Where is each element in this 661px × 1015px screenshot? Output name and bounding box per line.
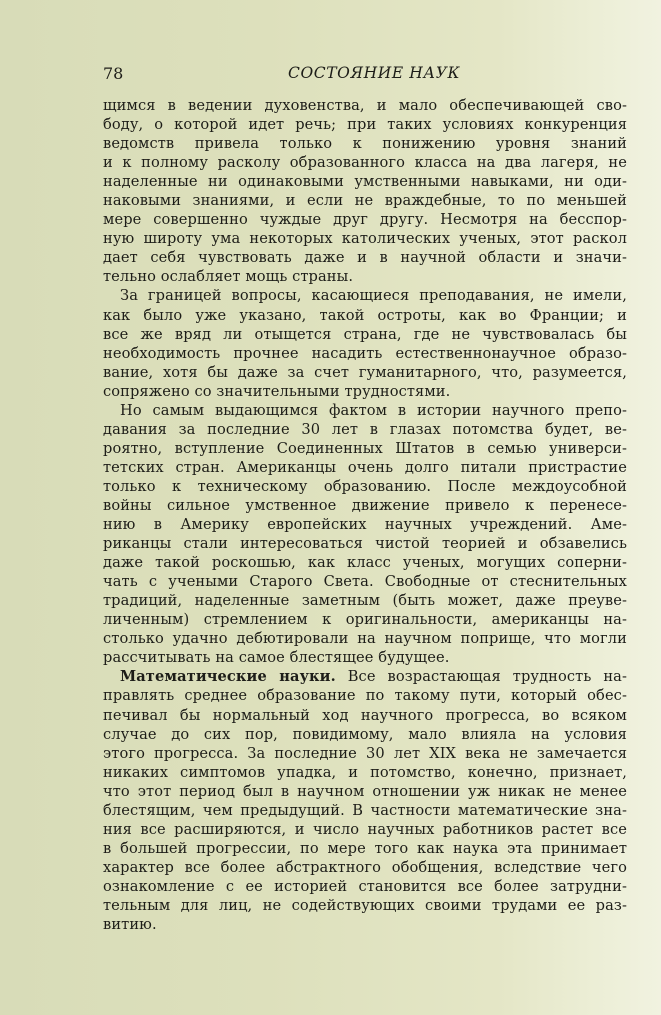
page-number: 78 [103, 64, 124, 83]
paragraph-3 [103, 401, 627, 668]
text-line: этого прогресса. За последние 30 лет XIX века не замечается [103, 744, 627, 762]
text-line: мере совершенно чуждые друг другу. Несмотря на бесспор- [103, 211, 627, 229]
text-line: роятно, вступление Соединенных Штатов в семью универси- [103, 439, 627, 457]
text-line: печивал бы нормальный ход научного прогресса, во всяком [103, 706, 627, 724]
text-line: традиций, наделенные заметным (быть может, даже преуве- [103, 592, 627, 610]
page-header [103, 64, 627, 88]
text-line: Но самым выдающимся фактом в истории научного препо- [120, 401, 627, 419]
text-line: ную широту ума некоторых католических ученых, этот раскол [103, 230, 627, 248]
text-line: ведомств привела только к понижению уровня знаний [103, 135, 627, 153]
text-line: тельным для лиц, не содействующих своими трудами ее раз- [103, 896, 627, 914]
text-line: наделенные ни одинаковыми умственными навыками, ни оди- [103, 173, 627, 191]
text-line: столько удачно дебютировали на научном поприще, что могли [103, 630, 627, 648]
text-line: случае до сих пор, повидимому, мало влияла на условия [103, 725, 627, 743]
paragraph-1 [103, 96, 627, 286]
text-line: как было уже указано, такой остроты, как во Франции; и [103, 306, 627, 324]
text-line: За границей вопросы, касающиеся преподавания, не имели, [120, 287, 627, 305]
text-line: даже такой роскошью, как класс ученых, могущих соперни- [103, 554, 627, 572]
text-line: рассчитывать на самое блестящее будущее. [103, 649, 450, 667]
text-line [103, 667, 627, 686]
paragraph-2 [103, 286, 627, 400]
text-line: необходимость прочнее насадить естественнонаучное образо- [103, 344, 627, 362]
text-line: давания за последние 30 лет в глазах потомства будет, ве- [103, 420, 627, 438]
text-line: боду, о которой идет речь; при таких условиях конкуренция [103, 116, 627, 134]
text-line: щимся в ведении духовенства, и мало обеспечивающей сво- [103, 97, 627, 114]
text-line: ознакомление с ее историей становится все более затрудни- [103, 877, 627, 895]
text-line: вание, хотя бы даже за счет гуманитарного, что, разумеется, [103, 363, 627, 381]
text-line: сопряжено со значительными трудностями. [103, 382, 451, 400]
text-line: и к полному расколу образованного класса на два лагеря, не [103, 154, 627, 172]
text-line: наковыми знаниями, и если не враждебные, то по меньшей [103, 192, 627, 210]
text-line: войны сильное умственное движение привело к перенесе- [103, 496, 627, 514]
heading-line-text: Все возрастающая трудность на- [335, 668, 628, 686]
text-line: ния все расширяются, и число научных работников растет все [103, 820, 627, 838]
text-line: витию. [103, 916, 157, 934]
text-line: личенным) стремлением к оригинальности, американцы на- [103, 611, 627, 629]
text-line: характер все более абстрактного обобщения, вследствие чего [103, 858, 627, 876]
text-line: тетских стран. Американцы очень долго питали пристрастие [103, 458, 627, 476]
text-line: дает себя чувствовать даже и в научной области и значи- [103, 249, 627, 267]
text-line: блестящим, чем предыдущий. В частности математические зна- [103, 801, 627, 819]
text-line: тельно ослабляет мощь страны. [103, 268, 354, 286]
text-line: в большей прогрессии, по мере того как наука эта принимает [103, 839, 627, 857]
section-mathematical-sciences [103, 667, 627, 934]
body-text [103, 96, 627, 934]
text-line: что этот период был в научном отношении уж никак не менее [103, 782, 627, 800]
text-line: нию в Америку европейских научных учреждений. Аме- [103, 516, 627, 534]
text-line: риканцы стали интересоваться чистой теорией и обзавелись [103, 535, 627, 553]
text-line: правлять среднее образование по такому пути, который обес- [103, 687, 627, 705]
running-title: СОСТОЯНИЕ НАУК [288, 64, 461, 82]
text-line: все же вряд ли отыщется страна, где не чувствовалась бы [103, 325, 627, 343]
section-heading: Математические науки. [120, 668, 336, 686]
text-line: чать с учеными Старого Света. Свободные от стеснительных [103, 573, 627, 591]
text-line: никаких симптомов упадка, и потомство, конечно, признает, [103, 763, 627, 781]
text-line: только к техническому образованию. После междоусобной [103, 477, 627, 495]
